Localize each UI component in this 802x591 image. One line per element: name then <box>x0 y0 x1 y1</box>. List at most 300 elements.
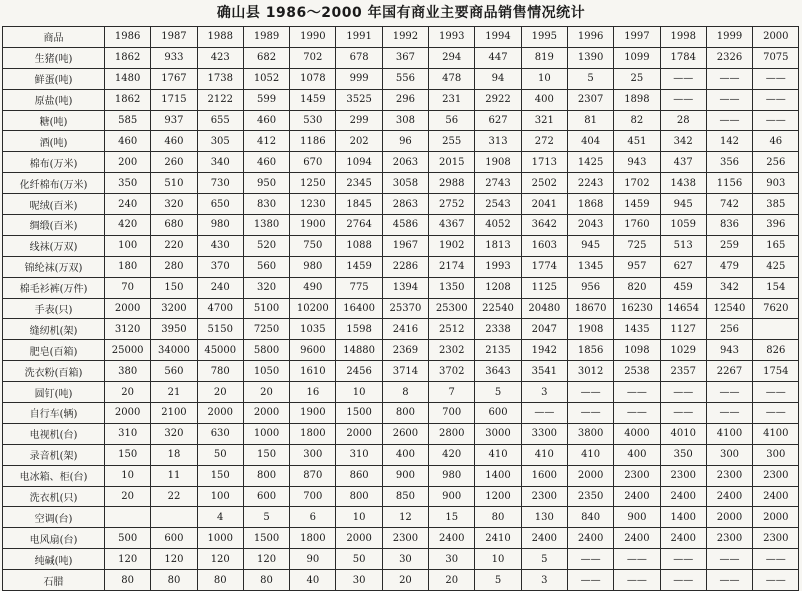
table-cell: —— <box>660 403 706 424</box>
table-cell: 460 <box>243 152 289 173</box>
table-cell: 730 <box>197 173 243 194</box>
table-cell: 2357 <box>660 361 706 382</box>
table-cell: 20 <box>429 570 475 591</box>
row-label: 洗衣粉(百箱) <box>3 361 105 382</box>
table-cell: 1702 <box>614 173 660 194</box>
table-cell: 120 <box>105 549 151 570</box>
table-cell: 82 <box>614 110 660 131</box>
table-cell: —— <box>753 68 799 89</box>
table-cell: —— <box>614 549 660 570</box>
table-cell: 3012 <box>567 361 613 382</box>
table-cell: 460 <box>243 110 289 131</box>
year-header: 2000 <box>753 27 799 48</box>
table-cell: 410 <box>567 444 613 465</box>
table-cell: 20 <box>105 382 151 403</box>
table-cell: 404 <box>567 131 613 152</box>
table-cell <box>753 319 799 340</box>
table-cell: 256 <box>753 152 799 173</box>
table-cell: 3800 <box>567 423 613 444</box>
table-cell: 299 <box>336 110 382 131</box>
table-cell: 2063 <box>382 152 428 173</box>
row-label: 空调(台) <box>3 507 105 528</box>
table-cell: 1908 <box>475 152 521 173</box>
table-cell: 500 <box>105 528 151 549</box>
table-cell: 820 <box>614 277 660 298</box>
table-cell: —— <box>614 570 660 591</box>
table-cell: 742 <box>706 194 752 215</box>
table-cell: 1052 <box>243 68 289 89</box>
table-cell: 5150 <box>197 319 243 340</box>
table-cell: 2000 <box>706 507 752 528</box>
table-cell: 2302 <box>429 340 475 361</box>
year-header: 1995 <box>521 27 567 48</box>
table-cell: 950 <box>243 173 289 194</box>
table-cell: 2267 <box>706 361 752 382</box>
table-cell: 945 <box>660 194 706 215</box>
table-cell: 3 <box>521 570 567 591</box>
table-cell: 900 <box>614 507 660 528</box>
year-header: 1997 <box>614 27 660 48</box>
table-cell: 14880 <box>336 340 382 361</box>
row-label: 线袜(万双) <box>3 235 105 256</box>
table-cell: 1050 <box>243 361 289 382</box>
table-cell: 385 <box>753 194 799 215</box>
table-cell: 313 <box>475 131 521 152</box>
table-cell: 1390 <box>567 47 613 68</box>
table-cell: 340 <box>197 152 243 173</box>
table-cell: 200 <box>105 152 151 173</box>
table-cell: 50 <box>197 444 243 465</box>
table-cell: 3950 <box>151 319 197 340</box>
table-cell: 80 <box>197 570 243 591</box>
table-cell: 4000 <box>614 423 660 444</box>
table-cell: 2015 <box>429 152 475 173</box>
table-cell: 1898 <box>614 89 660 110</box>
table-cell: 3541 <box>521 361 567 382</box>
table-cell: 980 <box>290 256 336 277</box>
table-cell: 3525 <box>336 89 382 110</box>
table-cell: 2326 <box>706 47 752 68</box>
table-cell: 2988 <box>429 173 475 194</box>
table-cell: 1459 <box>336 256 382 277</box>
table-cell: 165 <box>753 235 799 256</box>
table-cell: 2502 <box>521 173 567 194</box>
table-cell: 70 <box>105 277 151 298</box>
table-cell: 2100 <box>151 403 197 424</box>
table-cell: 903 <box>753 173 799 194</box>
table-cell: 1438 <box>660 173 706 194</box>
table-cell: 412 <box>243 131 289 152</box>
table-cell: 12 <box>382 507 428 528</box>
table-cell: 5 <box>475 570 521 591</box>
table-cell: 2338 <box>475 319 521 340</box>
table-cell: 10 <box>336 382 382 403</box>
table-cell: 459 <box>660 277 706 298</box>
table-title: 确山县 1986～2000 年国有商业主要商品销售情况统计 <box>216 5 586 21</box>
table-row <box>3 444 799 465</box>
table-cell: 2543 <box>475 194 521 215</box>
table-row <box>3 570 799 591</box>
table-cell: 1459 <box>290 89 336 110</box>
row-label: 棉布(万米) <box>3 152 105 173</box>
table-cell: 22 <box>151 486 197 507</box>
table-cell: 420 <box>429 444 475 465</box>
table-cell: 2400 <box>521 528 567 549</box>
table-cell: 1459 <box>614 194 660 215</box>
table-cell: 479 <box>706 256 752 277</box>
year-header: 1988 <box>197 27 243 48</box>
table-row <box>3 235 799 256</box>
table-cell: 4586 <box>382 215 428 236</box>
table-cell: 490 <box>290 277 336 298</box>
table-cell: 870 <box>290 465 336 486</box>
table-cell: 16230 <box>614 298 660 319</box>
table-cell: 25370 <box>382 298 428 319</box>
table-cell: 2300 <box>382 528 428 549</box>
table-cell: 655 <box>197 110 243 131</box>
table-cell: 3642 <box>521 215 567 236</box>
table-cell: 560 <box>151 361 197 382</box>
table-cell: 410 <box>521 444 567 465</box>
year-header: 1993 <box>429 27 475 48</box>
table-cell: 2416 <box>382 319 428 340</box>
table-row <box>3 319 799 340</box>
table-cell: 96 <box>382 131 428 152</box>
table-cell: 1029 <box>660 340 706 361</box>
table-cell: 10200 <box>290 298 336 319</box>
table-cell: 7250 <box>243 319 289 340</box>
table-cell: 1000 <box>197 528 243 549</box>
year-header: 1998 <box>660 27 706 48</box>
table-cell: 320 <box>151 194 197 215</box>
row-label: 原盐(吨) <box>3 89 105 110</box>
table-cell: 350 <box>105 173 151 194</box>
table-row <box>3 549 799 570</box>
table-cell: —— <box>660 570 706 591</box>
table-cell: 1099 <box>614 47 660 68</box>
table-cell: 34000 <box>151 340 197 361</box>
table-cell: 150 <box>151 277 197 298</box>
table-cell: 430 <box>197 235 243 256</box>
table-cell: 1800 <box>290 423 336 444</box>
table-cell: 3 <box>521 382 567 403</box>
table-cell: 3714 <box>382 361 428 382</box>
table-cell: 2000 <box>243 403 289 424</box>
year-header: 1989 <box>243 27 289 48</box>
table-cell: 1250 <box>290 173 336 194</box>
table-cell: 1400 <box>660 507 706 528</box>
table-cell: 513 <box>660 235 706 256</box>
table-cell: 2000 <box>336 423 382 444</box>
table-cell: 259 <box>706 235 752 256</box>
table-cell: 80 <box>105 570 151 591</box>
table-cell: 1345 <box>567 256 613 277</box>
table-cell: 826 <box>753 340 799 361</box>
row-label: 圆钉(吨) <box>3 382 105 403</box>
table-cell: 560 <box>243 256 289 277</box>
table-row <box>3 89 799 110</box>
table-cell: 980 <box>197 215 243 236</box>
table-cell: 1500 <box>243 528 289 549</box>
table-row <box>3 110 799 131</box>
table-cell: 425 <box>753 256 799 277</box>
table-cell: 2456 <box>336 361 382 382</box>
table-cell: 1394 <box>382 277 428 298</box>
header-label-cell: 商品 <box>3 27 105 48</box>
table-cell: —— <box>567 570 613 591</box>
table-cell: 20 <box>243 382 289 403</box>
table-cell: 120 <box>243 549 289 570</box>
table-cell: 2800 <box>429 423 475 444</box>
table-cell: 10 <box>475 549 521 570</box>
table-cell: 530 <box>290 110 336 131</box>
table-cell: 836 <box>706 215 752 236</box>
table-cell: 342 <box>660 131 706 152</box>
year-header: 1992 <box>382 27 428 48</box>
table-cell: 1738 <box>197 68 243 89</box>
row-label: 呢绒(百米) <box>3 194 105 215</box>
table-cell: 943 <box>706 340 752 361</box>
table-cell: 420 <box>105 215 151 236</box>
table-cell: 1598 <box>336 319 382 340</box>
table-cell: 830 <box>243 194 289 215</box>
table-cell: 2000 <box>197 403 243 424</box>
table-cell: 2286 <box>382 256 428 277</box>
table-cell: 400 <box>521 89 567 110</box>
row-label: 鲜蛋(吨) <box>3 68 105 89</box>
table-cell: 2400 <box>706 486 752 507</box>
table-cell: 180 <box>105 256 151 277</box>
table-cell: 10 <box>105 465 151 486</box>
table-cell: 300 <box>290 444 336 465</box>
table-cell: 1715 <box>151 89 197 110</box>
table-cell: 320 <box>243 277 289 298</box>
table-cell: —— <box>706 110 752 131</box>
table-cell: 3200 <box>151 298 197 319</box>
table-cell: 600 <box>243 486 289 507</box>
table-cell: 12540 <box>706 298 752 319</box>
table-cell: 1774 <box>521 256 567 277</box>
row-label: 纯碱(吨) <box>3 549 105 570</box>
table-cell: 2243 <box>567 173 613 194</box>
table-cell: 702 <box>290 47 336 68</box>
table-cell: 678 <box>336 47 382 68</box>
row-label: 自行车(辆) <box>3 403 105 424</box>
table-cell: 750 <box>290 235 336 256</box>
table-cell: 7 <box>429 382 475 403</box>
table-cell: —— <box>567 403 613 424</box>
table-cell: 21 <box>151 382 197 403</box>
table-cell: 3120 <box>105 319 151 340</box>
table-cell: 2000 <box>567 465 613 486</box>
table-cell: 1200 <box>475 486 521 507</box>
table-row <box>3 173 799 194</box>
table-cell: 5100 <box>243 298 289 319</box>
table-cell: 142 <box>706 131 752 152</box>
table-cell: 2400 <box>614 486 660 507</box>
row-label: 石腊 <box>3 570 105 591</box>
table-cell: 356 <box>706 152 752 173</box>
table-cell: 1862 <box>105 89 151 110</box>
table-cell: 1845 <box>336 194 382 215</box>
table-cell: —— <box>753 110 799 131</box>
table-cell: 2300 <box>660 465 706 486</box>
table-cell: 5800 <box>243 340 289 361</box>
table-cell: 1035 <box>290 319 336 340</box>
table-cell: 600 <box>475 403 521 424</box>
row-label: 电冰箱、柜(台) <box>3 465 105 486</box>
table-cell: 2743 <box>475 173 521 194</box>
table-cell: 1760 <box>614 215 660 236</box>
table-cell: 380 <box>105 361 151 382</box>
table-cell: 220 <box>151 235 197 256</box>
table-cell: 725 <box>614 235 660 256</box>
table-cell: 800 <box>336 486 382 507</box>
table-cell: 1500 <box>336 403 382 424</box>
table-cell: —— <box>753 570 799 591</box>
table-cell: 90 <box>290 549 336 570</box>
table-cell: 2000 <box>753 507 799 528</box>
table-cell: —— <box>614 382 660 403</box>
table-cell: 2000 <box>336 528 382 549</box>
table-cell: —— <box>660 549 706 570</box>
year-header: 1996 <box>567 27 613 48</box>
table-cell: 2174 <box>429 256 475 277</box>
table-cell: 14654 <box>660 298 706 319</box>
row-label: 化纤棉布(万米) <box>3 173 105 194</box>
table-cell: 1400 <box>475 465 521 486</box>
table-row <box>3 215 799 236</box>
table-cell: 933 <box>151 47 197 68</box>
table-cell: 150 <box>243 444 289 465</box>
table-cell: 1862 <box>105 47 151 68</box>
table-cell: —— <box>753 382 799 403</box>
table-cell: 437 <box>660 152 706 173</box>
row-label: 生猪(吨) <box>3 47 105 68</box>
table-cell: 255 <box>429 131 475 152</box>
table-cell: 25000 <box>105 340 151 361</box>
table-cell: 7620 <box>753 298 799 319</box>
table-cell: 130 <box>521 507 567 528</box>
table-cell: 1856 <box>567 340 613 361</box>
table-cell: 1942 <box>521 340 567 361</box>
table-cell: 2300 <box>753 465 799 486</box>
table-cell: 2307 <box>567 89 613 110</box>
table-cell: 10 <box>336 507 382 528</box>
table-cell: 4010 <box>660 423 706 444</box>
year-header: 1994 <box>475 27 521 48</box>
table-cell: 819 <box>521 47 567 68</box>
year-header: 1990 <box>290 27 336 48</box>
table-cell: 305 <box>197 131 243 152</box>
table-body <box>3 47 799 590</box>
table-cell: 1784 <box>660 47 706 68</box>
table-row <box>3 403 799 424</box>
table-cell: 1156 <box>706 173 752 194</box>
table-cell: 850 <box>382 486 428 507</box>
table-cell: 800 <box>382 403 428 424</box>
table-cell: —— <box>660 89 706 110</box>
table-cell: 2300 <box>706 528 752 549</box>
table-cell: 5 <box>475 382 521 403</box>
table-cell: 22540 <box>475 298 521 319</box>
table-cell: 2400 <box>660 486 706 507</box>
table-cell: 1713 <box>521 152 567 173</box>
table-cell: 370 <box>197 256 243 277</box>
table-cell: 1967 <box>382 235 428 256</box>
table-row <box>3 340 799 361</box>
table-row <box>3 298 799 319</box>
table-cell: 2041 <box>521 194 567 215</box>
table-cell: 520 <box>243 235 289 256</box>
header-row <box>3 27 799 48</box>
table-cell: 202 <box>336 131 382 152</box>
table-cell: 294 <box>429 47 475 68</box>
table-row <box>3 47 799 68</box>
table-cell: —— <box>706 68 752 89</box>
table-cell: 2538 <box>614 361 660 382</box>
table-cell: 280 <box>151 256 197 277</box>
table-cell: 1813 <box>475 235 521 256</box>
table-cell: 1380 <box>243 215 289 236</box>
table-cell: 2764 <box>336 215 382 236</box>
table-cell: 4052 <box>475 215 521 236</box>
table-cell: —— <box>614 403 660 424</box>
table-cell: 2863 <box>382 194 428 215</box>
table-cell: —— <box>706 382 752 403</box>
table-cell: 1000 <box>243 423 289 444</box>
table-cell: 451 <box>614 131 660 152</box>
table-cell: 423 <box>197 47 243 68</box>
table-cell: 2135 <box>475 340 521 361</box>
table-cell: 2400 <box>753 486 799 507</box>
table-cell: 945 <box>567 235 613 256</box>
table-cell: 1094 <box>336 152 382 173</box>
table-cell: 30 <box>382 549 428 570</box>
table-cell: 2350 <box>567 486 613 507</box>
table-cell: —— <box>753 89 799 110</box>
table-cell: 3300 <box>521 423 567 444</box>
table-cell: 94 <box>475 68 521 89</box>
table-cell: 3702 <box>429 361 475 382</box>
row-label: 缝纫机(架) <box>3 319 105 340</box>
table-cell: —— <box>521 403 567 424</box>
table-row <box>3 194 799 215</box>
table-cell: —— <box>706 89 752 110</box>
table-row <box>3 528 799 549</box>
table-cell: 30 <box>336 570 382 591</box>
table-cell: 680 <box>151 215 197 236</box>
table-cell: 447 <box>475 47 521 68</box>
table-cell: 20 <box>105 486 151 507</box>
table-cell: 1900 <box>290 215 336 236</box>
table-cell: 1610 <box>290 361 336 382</box>
table-cell: 18 <box>151 444 197 465</box>
table-cell: 231 <box>429 89 475 110</box>
row-label: 棉毛衫裤(万件) <box>3 277 105 298</box>
table-cell: —— <box>753 549 799 570</box>
table-cell: 46 <box>753 131 799 152</box>
table-cell: 350 <box>660 444 706 465</box>
table-cell: 5 <box>243 507 289 528</box>
table-cell: —— <box>753 403 799 424</box>
table-cell: 627 <box>660 256 706 277</box>
table-cell: 682 <box>243 47 289 68</box>
table-cell: 400 <box>614 444 660 465</box>
table-cell: —— <box>567 382 613 403</box>
table-cell: 310 <box>336 444 382 465</box>
table-cell: 1098 <box>614 340 660 361</box>
